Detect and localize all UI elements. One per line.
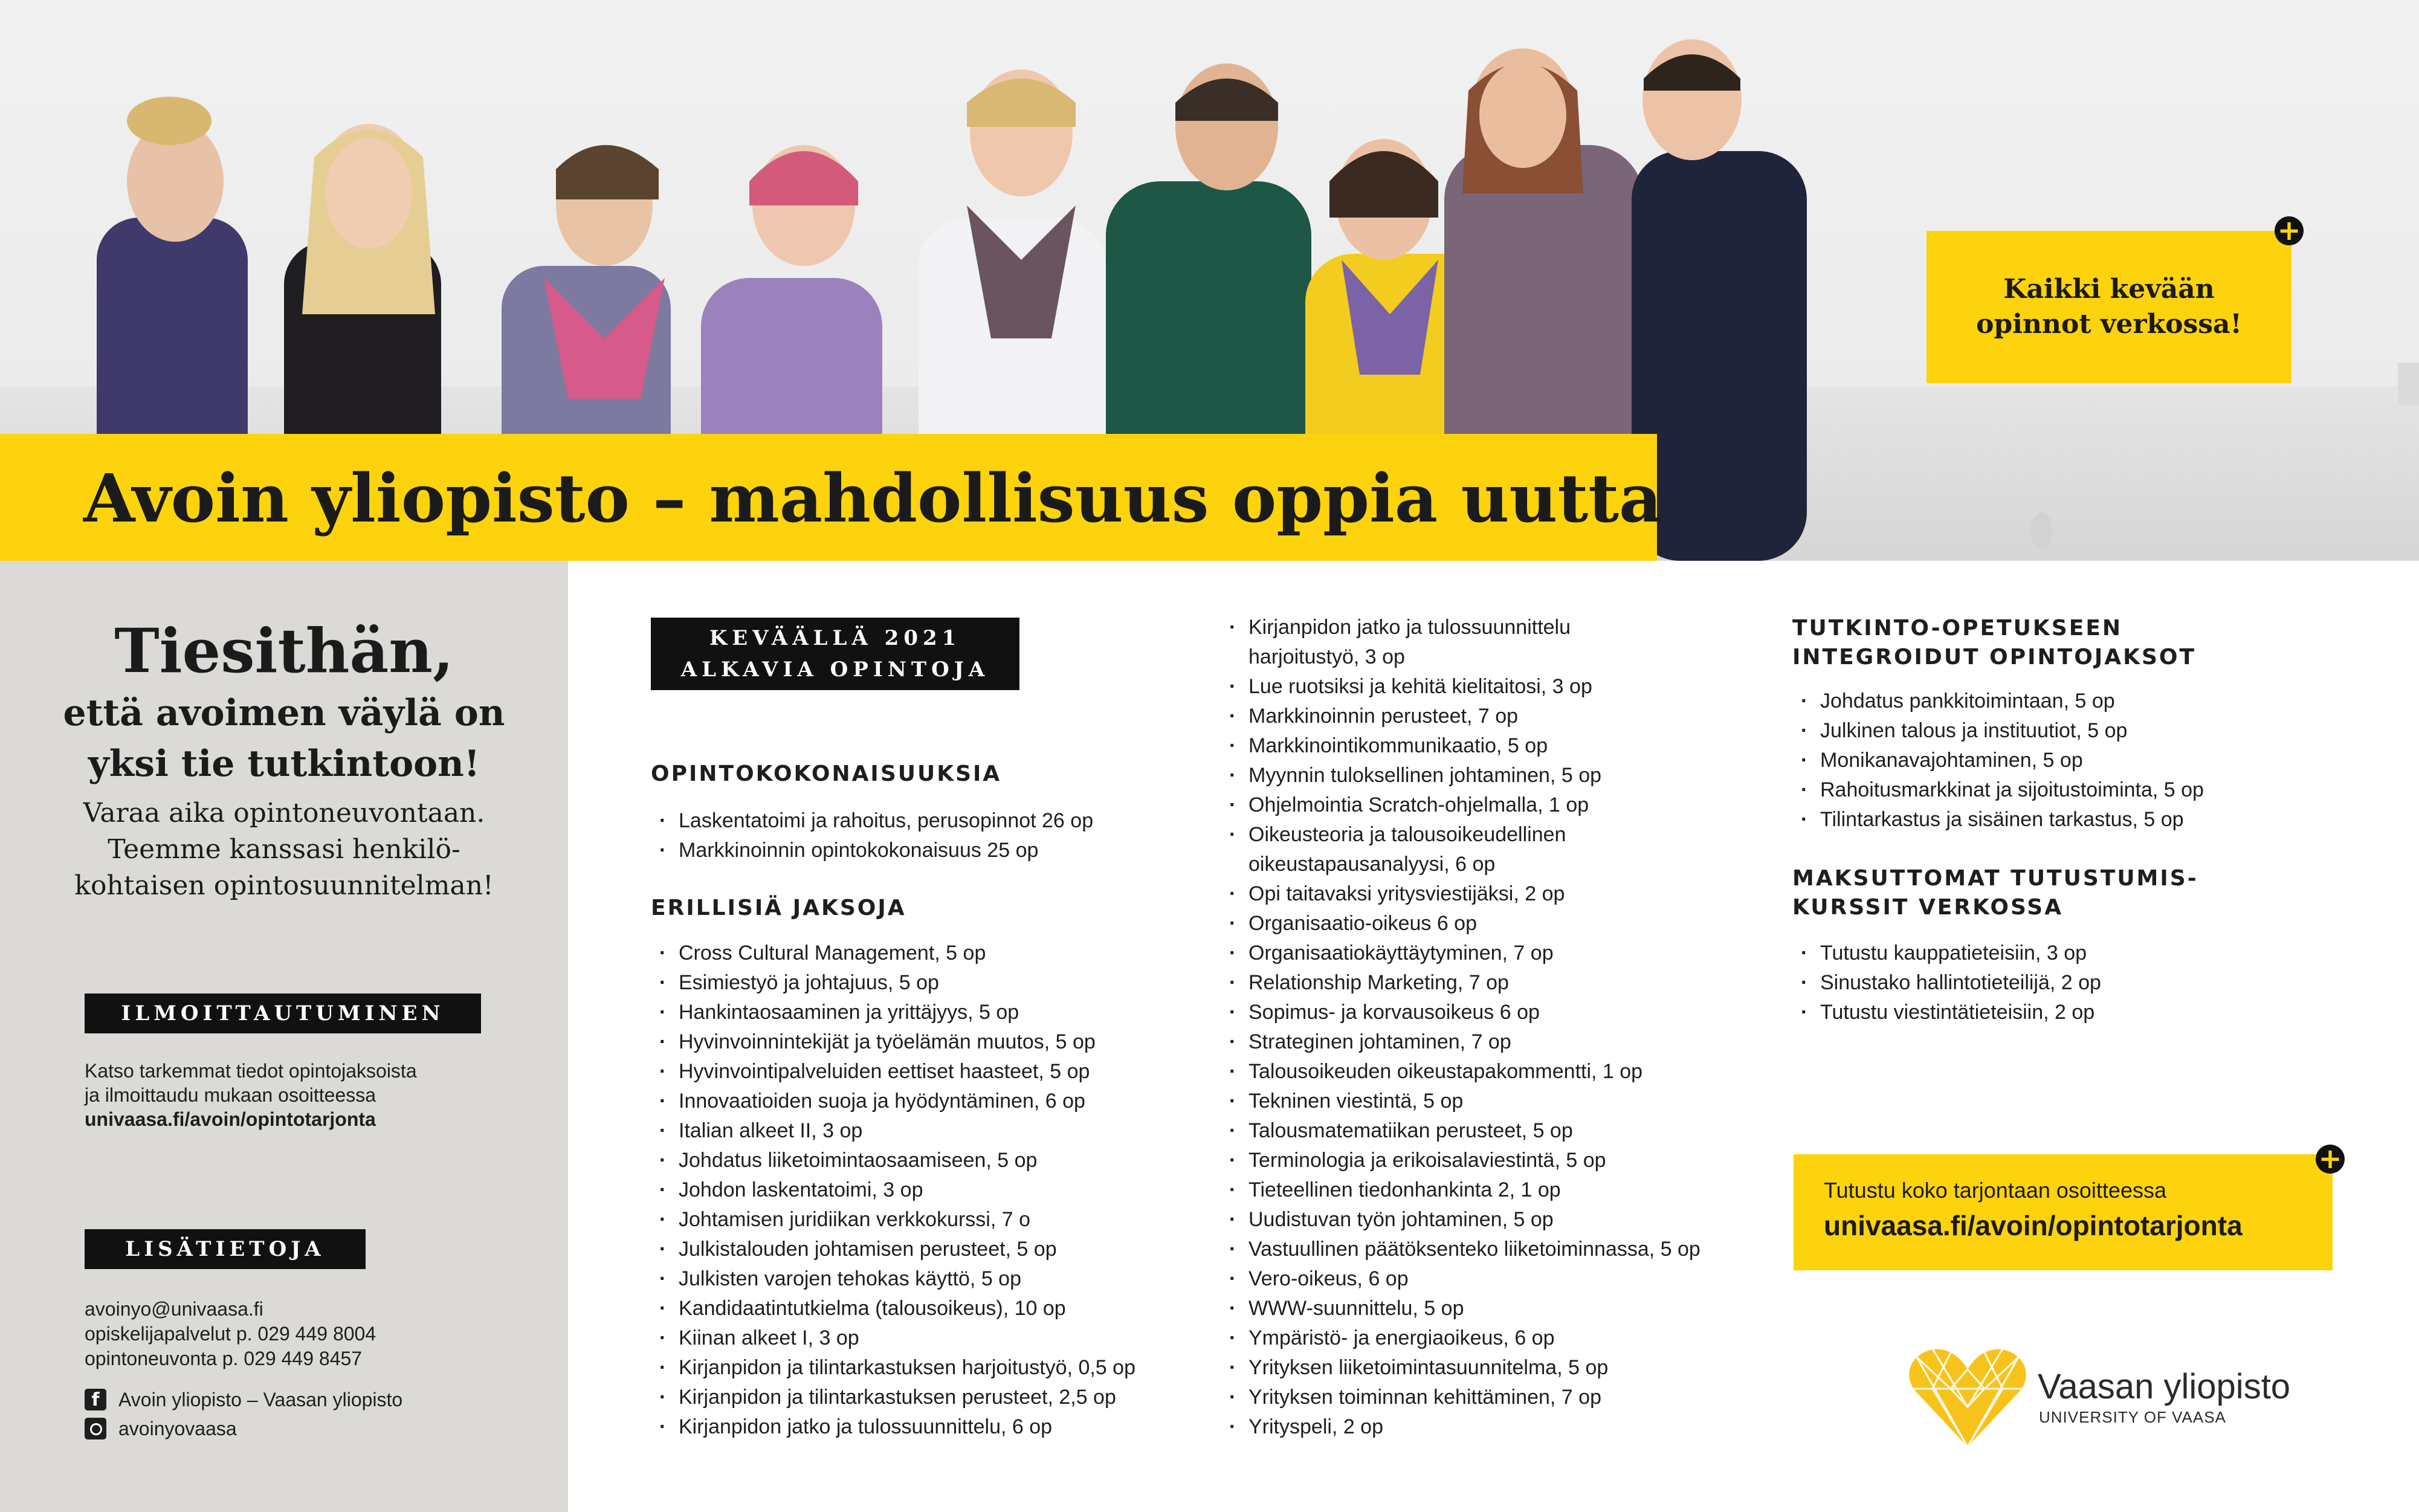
- list-item: · WWW-suunnittelu, 5 op: [1221, 1294, 1777, 1323]
- list-item: · Oikeusteoria ja talousoikeudellinen oikeustapausanalyysi, 6 op: [1221, 820, 1777, 879]
- list-item: · Tieteellinen tiedonhankinta 2, 1 op: [1221, 1175, 1777, 1205]
- list-item: · Innovaatioiden suoja ja hyödyntäminen, 6 op: [651, 1087, 1195, 1116]
- sidebar-heading: Tiesithän,: [114, 615, 454, 687]
- registration-text: [85, 1059, 556, 1131]
- list-item: · Vero-oikeus, 6 op: [1221, 1264, 1777, 1294]
- contact-list: [85, 1297, 556, 1371]
- list-item: · Julkistalouden johtamisen perusteet, 5 op: [651, 1235, 1195, 1264]
- info-label: LISÄTIETOJA: [85, 1229, 366, 1269]
- list-item: · Tilintarkastus ja sisäinen tarkastus, 5 op: [1792, 805, 2397, 835]
- list-item: · Esimiestyö ja johtajuus, 5 op: [651, 968, 1195, 998]
- facebook-label: Avoin yliopisto – Vaasan yliopisto: [118, 1388, 403, 1410]
- list-item: · Uudistuvan työn johtaminen, 5 op: [1221, 1205, 1777, 1235]
- list-item: · Myynnin tuloksellinen johtaminen, 5 op: [1221, 761, 1777, 790]
- separate-list-col1: [651, 939, 1195, 1442]
- plus-icon: +: [2275, 216, 2304, 245]
- list-item: · Monikanavajohtaminen, 5 op: [1792, 746, 2397, 775]
- list-item: · Hankintaosaaminen ja yrittäjyys, 5 op: [651, 998, 1195, 1027]
- contact-student-services: opiskelijapalvelut p. 029 449 8004: [85, 1323, 376, 1345]
- wholes-heading: OPINTOKOKONAISUUKSIA: [651, 761, 1002, 786]
- list-item: · Kiinan alkeet I, 3 op: [651, 1323, 1195, 1353]
- list-item: · Opi taitavaksi yritysviestijäksi, 2 op: [1221, 879, 1777, 909]
- list-item: · Julkinen talous ja instituutiot, 5 op: [1792, 716, 2397, 746]
- logo-subtitle: UNIVERSITY OF VAASA: [2039, 1408, 2226, 1426]
- list-item: · Tekninen viestintä, 5 op: [1221, 1087, 1777, 1116]
- heart-logo-icon: [1908, 1346, 2027, 1449]
- list-item: · Tutustu viestintätieteisiin, 2 op: [1792, 998, 2397, 1027]
- free-courses-list: [1792, 939, 2397, 1027]
- list-item: · Hyvinvointipalveluiden eettiset haasteet, 5 op: [651, 1057, 1195, 1087]
- list-item: · Talousmatematiikan perusteet, 5 op: [1221, 1116, 1777, 1146]
- sidebar-subheading: että avoimen väylä on yksi tie tutkintoon!: [63, 692, 505, 785]
- list-item: · Sopimus- ja korvausoikeus 6 op: [1221, 998, 1777, 1027]
- list-item: · Cross Cultural Management, 5 op: [651, 939, 1195, 968]
- list-item: · Markkinointikommunikaatio, 5 op: [1221, 731, 1777, 761]
- registration-instructions: Katso tarkemmat tiedot opintojaksoista ja ilmoittaudu mukaan osoitteessa: [85, 1060, 417, 1106]
- integrated-list: [1792, 687, 2397, 835]
- promo-text: Kaikki kevään opinnot verkossa!: [1976, 274, 2242, 340]
- list-item: · Terminologia ja erikoisalaviestintä, 5 op: [1221, 1146, 1777, 1175]
- list-item: · Relationship Marketing, 7 op: [1221, 968, 1777, 998]
- list-item: · Johdon laskentatoimi, 3 op: [651, 1175, 1195, 1205]
- facebook-icon: f: [85, 1389, 106, 1410]
- list-item: · Markkinoinnin perusteet, 7 op: [1221, 702, 1777, 731]
- free-courses-heading: MAKSUTTOMAT TUTUSTUMIS- KURSSIT VERKOSSA: [1792, 866, 2198, 920]
- list-item: · Italian alkeet II, 3 op: [651, 1116, 1195, 1146]
- list-item: · Ympäristö- ja energiaoikeus, 6 op: [1221, 1323, 1777, 1353]
- wholes-list: [651, 806, 1195, 865]
- page-title: Avoin yliopisto – mahdollisuus oppia uutta: [83, 459, 1662, 537]
- registration-label: ILMOITTAUTUMINEN: [85, 993, 481, 1033]
- list-item: · Tutustu kauppatieteisiin, 3 op: [1792, 939, 2397, 968]
- list-item: · Ohjelmointia Scratch-ohjelmalla, 1 op: [1221, 790, 1777, 820]
- list-item: · Sinustako hallintotieteilijä, 2 op: [1792, 968, 2397, 998]
- offer-text: Tutustu koko tarjontaan osoitteessa: [1824, 1178, 2166, 1203]
- list-item: · Kirjanpidon ja tilintarkastuksen perusteet, 2,5 op: [651, 1383, 1195, 1412]
- list-item: · Strateginen johtaminen, 7 op: [1221, 1027, 1777, 1057]
- list-item: · Lue ruotsiksi ja kehitä kielitaitosi, 3 op: [1221, 672, 1777, 702]
- list-item: · Yrityksen liiketoimintasuunnitelma, 5 op: [1221, 1353, 1777, 1383]
- list-item: · Yrityksen toiminnan kehittäminen, 7 op: [1221, 1383, 1777, 1412]
- list-item: · Julkisten varojen tehokas käyttö, 5 op: [651, 1264, 1195, 1294]
- list-item: · Laskentatoimi ja rahoitus, perusopinnot 26 op: [651, 806, 1195, 836]
- badge-line-2: ALKAVIA OPINTOJA: [680, 657, 990, 682]
- instagram-icon: [85, 1418, 106, 1439]
- list-item: · Kirjanpidon jatko ja tulossuunnittelu, 6 op: [651, 1412, 1195, 1442]
- facebook-link[interactable]: [85, 1387, 556, 1412]
- offer-link[interactable]: univaasa.fi/avoin/opintotarjonta: [1824, 1210, 2243, 1241]
- instagram-label: avoinyovaasa: [118, 1417, 237, 1439]
- list-item: · Kirjanpidon jatko ja tulossuunnittelu harjoitustyö, 3 op: [1221, 613, 1777, 672]
- sidebar-body: Varaa aika opintoneuvontaan. Teemme kanssasi henkilö- kohtaisen opintosuunnitelman!: [74, 798, 494, 901]
- list-item: · Rahoitusmarkkinat ja sijoitustoiminta, 5 op: [1792, 775, 2397, 805]
- instagram-link[interactable]: [85, 1416, 556, 1441]
- list-item: · Markkinoinnin opintokokonaisuus 25 op: [651, 836, 1195, 865]
- badge-line-1: KEVÄÄLLÄ 2021: [709, 626, 961, 650]
- registration-link[interactable]: univaasa.fi/avoin/opintotarjonta: [85, 1108, 376, 1130]
- list-item: · Johdatus liiketoimintaosaamiseen, 5 op: [651, 1146, 1195, 1175]
- contact-counseling: opintoneuvonta p. 029 449 8457: [85, 1348, 363, 1369]
- list-item: · Talousoikeuden oikeustapakommentti, 1 op: [1221, 1057, 1777, 1087]
- contact-email[interactable]: avoinyo@univaasa.fi: [85, 1298, 263, 1320]
- list-item: · Kirjanpidon ja tilintarkastuksen harjoitustyö, 0,5 op: [651, 1353, 1195, 1383]
- separate-list-col2: [1221, 613, 1777, 1442]
- promo-box: [1926, 231, 2291, 383]
- list-item: · Organisaatio-oikeus 6 op: [1221, 909, 1777, 939]
- separate-heading: ERILLISIÄ JAKSOJA: [651, 896, 906, 920]
- plus-icon: +: [2316, 1145, 2345, 1174]
- logo-name: Vaasan yliopisto: [2038, 1367, 2291, 1406]
- integrated-heading: TUTKINTO-OPETUKSEEN INTEGROIDUT OPINTOJAKSOT: [1792, 616, 2197, 670]
- list-item: · Hyvinvoinnintekijät ja työelämän muutos, 5 op: [651, 1027, 1195, 1057]
- list-item: · Organisaatiokäyttäytyminen, 7 op: [1221, 939, 1777, 968]
- list-item: · Yrityspeli, 2 op: [1221, 1412, 1777, 1442]
- spring-studies-badge: [651, 618, 1019, 690]
- list-item: · Johtamisen juridiikan verkkokurssi, 7 o: [651, 1205, 1195, 1235]
- list-item: · Johdatus pankkitoimintaan, 5 op: [1792, 687, 2397, 716]
- list-item: · Kandidaatintutkielma (talousoikeus), 10 op: [651, 1294, 1195, 1323]
- list-item: · Vastuullinen päätöksenteko liiketoiminnassa, 5 op: [1221, 1235, 1777, 1264]
